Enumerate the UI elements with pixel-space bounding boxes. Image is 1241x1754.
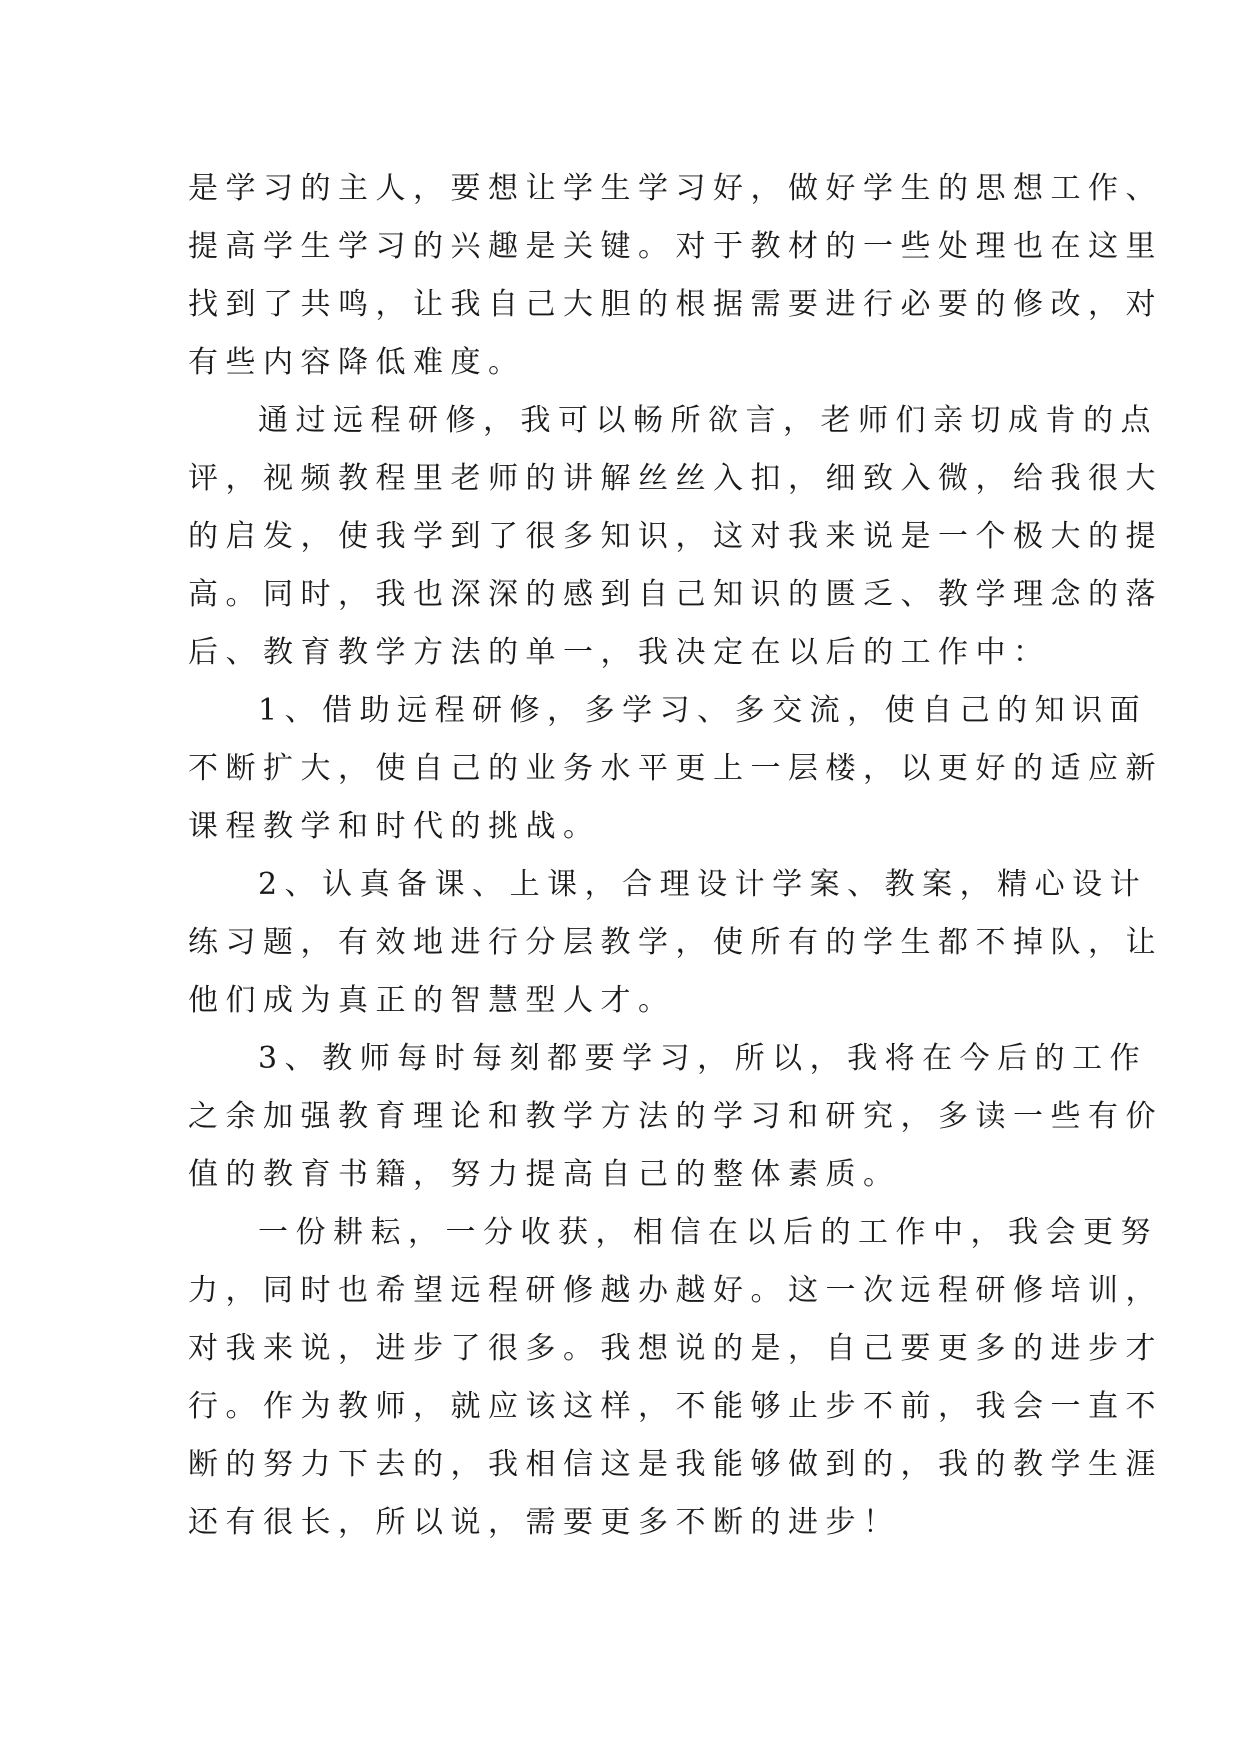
text-line: 之余加强教育理论和教学方法的学习和研究，多读一些有价 — [188, 1099, 1163, 1134]
text-line: 的启发，使我学到了很多知识，这对我来说是一个极大的提 — [188, 519, 1163, 554]
text-line: 值的教育书籍，努力提高自己的整体素质。 — [188, 1157, 901, 1192]
text-line: 高。同时，我也深深的感到自己知识的匮乏、教学理念的落 — [188, 577, 1163, 612]
text-line: 不断扩大，使自己的业务水平更上一层楼，以更好的适应新 — [188, 751, 1163, 786]
text-line: 他们成为真正的智慧型人才。 — [188, 983, 676, 1018]
text-line: 力，同时也希望远程研修越办越好。这一次远程研修培训， — [188, 1273, 1163, 1308]
list-item-3-first-line: 3、教师每时每刻都要学习，所以，我将在今后的工作 — [258, 1041, 1148, 1076]
text-line: 后、教育教学方法的单一，我决定在以后的工作中： — [188, 635, 1051, 670]
body-text — [188, 160, 1163, 1552]
text-line: 对我来说，进步了很多。我想说的是，自己要更多的进步才 — [188, 1331, 1163, 1366]
text-line: 断的努力下去的，我相信这是我能够做到的，我的教学生涯 — [188, 1447, 1163, 1482]
text-line: 评，视频教程里老师的讲解丝丝入扣，细致入微，给我很大 — [188, 461, 1163, 496]
paragraph-first-line: 一份耕耘，一分收获，相信在以后的工作中，我会更努 — [258, 1215, 1158, 1250]
text-line: 还有很长，所以说，需要更多不断的进步！ — [188, 1505, 901, 1540]
text-line: 找到了共鸣，让我自己大胆的根据需要进行必要的修改，对 — [188, 287, 1163, 322]
text-line: 有些内容降低难度。 — [188, 345, 526, 380]
text-line: 提高学生学习的兴趣是关键。对于教材的一些处理也在这里 — [188, 229, 1163, 264]
text-line: 课程教学和时代的挑战。 — [188, 809, 601, 844]
text-line: 行。作为教师，就应该这样，不能够止步不前，我会一直不 — [188, 1389, 1163, 1424]
list-item-1-first-line: 1、借助远程研修，多学习、多交流，使自己的知识面 — [258, 693, 1148, 728]
text-line: 练习题，有效地进行分层教学，使所有的学生都不掉队，让 — [188, 925, 1163, 960]
paragraph-first-line: 通过远程研修，我可以畅所欲言，老师们亲切成肯的点 — [258, 403, 1158, 438]
list-item-2-first-line: 2、认真备课、上课，合理设计学案、教案，精心设计 — [258, 867, 1148, 902]
text-line: 是学习的主人，要想让学生学习好，做好学生的思想工作、 — [188, 171, 1163, 206]
